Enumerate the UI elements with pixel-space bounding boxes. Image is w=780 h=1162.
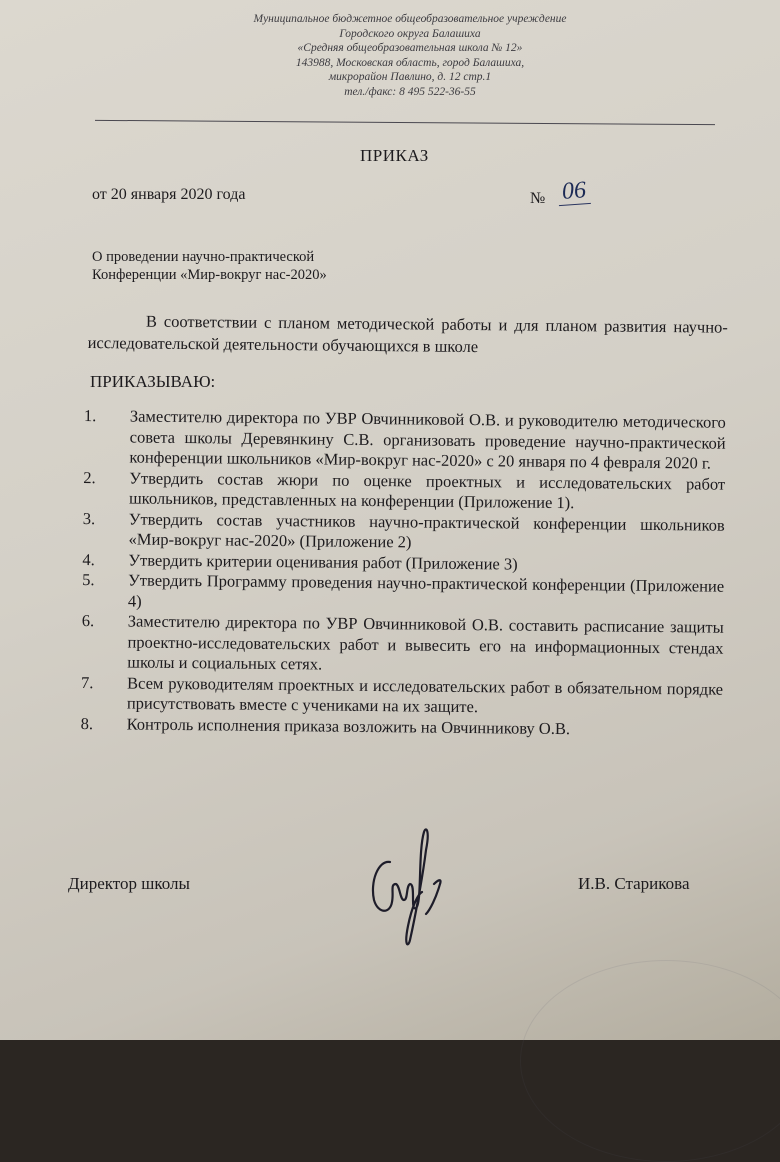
list-item [81,672,723,720]
item-text: Всем руководителям проектных и исследовательских работ в обязательном порядке присутствовать вместе с учениками на их защите. [126,672,724,717]
list-item [82,570,724,618]
letterhead-line: Муниципальное бюджетное общеобразовательное учреждение [253,13,567,25]
item-number: 3. [82,508,96,528]
list-item [83,467,725,515]
item-number: 2. [83,467,96,487]
item-number: 6. [81,610,95,631]
letterhead [200,12,620,99]
letterhead-line: микрорайон Павлино, д. 12 стр.1 [328,71,492,83]
header-divider [95,120,715,125]
list-item [82,508,724,556]
order-number: 06 [557,177,591,206]
item-text: Заместителю директора по УВР Овчинниковой О.В. составить расписание защиты проектно-исследовательских работ и вывесить его на информационных стендах школы и социальных сетях. [127,611,724,674]
item-number: 1. [83,406,97,426]
list-item [81,611,724,679]
letterhead-line: тел./факс: 8 495 522-36-55 [344,85,476,98]
signatory-name: И.В. Старикова [578,874,690,893]
signatory-title: Директор школы [68,874,190,893]
item-text: Заместителю директора по УВР Овчинниковой О.В. и руководителю методического совета школы Деревянкину С.В. организовать проведение научно-практической конференции школьников «Мир-вокруг нас-2020» с 20 января по 4 февраля 2020 г. [129,406,726,473]
preamble-paragraph: В соответствии с планом методической работы и для планом развития научно-исследовательской деятельности обучающихся в школе [87,311,728,357]
item-number: 8. [80,713,94,733]
faint-stamp-impression [520,960,780,1162]
document-title: ПРИКАЗ [360,146,429,165]
order-number-label: № [530,190,546,207]
item-text: Утвердить состав участников научно-практической конференции школьников «Мир-вокруг нас-2020» (Приложение 2) [128,508,725,552]
letterhead-line: 143988, Московская область, город Балашиха, [295,56,525,69]
item-text: Утвердить Программу проведения научно-практической конференции (Приложение 4) [127,570,725,611]
item-number: 4. [82,549,95,569]
subject-line: Конференции «Мир-вокруг нас-2020» [92,267,327,283]
order-date: от 20 января 2020 года [92,186,246,203]
order-subject [92,248,327,284]
list-item [83,406,726,474]
item-text: Контроль исполнения приказа возложить на Овчинникову О.В. [126,713,571,738]
order-heading: ПРИКАЗЫВАЮ: [90,372,216,391]
letterhead-line: Городского округа Балашиха [339,27,481,40]
item-number: 5. [82,569,95,590]
letterhead-line: «Средняя общеобразовательная школа № 12» [297,42,523,54]
handwritten-signature [360,822,460,952]
item-text: Утвердить критерии оценивания работ (Приложение 3) [128,549,518,574]
order-items-list [81,406,726,741]
subject-line: О проведении научно-практической [92,249,315,265]
item-text: Утвердить состав жюри по оценке проектных и исследовательских работ школьников, представленных на конференции (Приложение 1). [128,467,726,513]
item-number: 7. [81,672,94,692]
